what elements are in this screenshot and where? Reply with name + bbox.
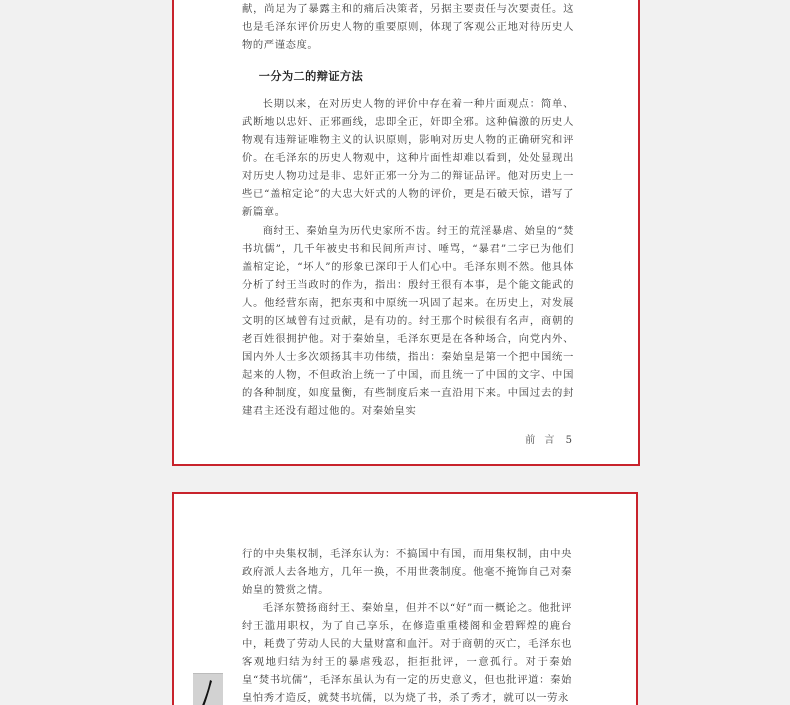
page-number: 5 — [565, 435, 572, 446]
body-paragraph-1: 长期以来，在对历史人物的评价中存在着一种片面观点：简单、武断地以忠奸、正邪画线，忠即全正，奸即全邪。这种偏激的历史人物观有违辩证唯物主义的认识原则，影响对历史人物的正确研究和评价。在毛泽东的历史人物观中，这种片面性却难以看到，处处显现出对历史人物功过是非、忠奸正邪一分为二的辩证品评。他对历史上一些已“盖棺定论”的大忠大奸式的人物的评价，更是石破天惊，谱写了新篇章。 — [242, 98, 574, 219]
page-illustration-thumbnail — [193, 673, 223, 705]
section-heading: 一分为二的辩证方法 — [258, 70, 364, 84]
running-footer — [525, 431, 572, 446]
continued-paragraph: 行的中央集权制，毛泽东认为：不搞国中有国，而用集权制，由中央政府派人去各地方，几年一换，不用世袭制度。他毫不掩饰自己对秦始皇的赞赏之情。 — [242, 548, 572, 597]
body-paragraph-3: 毛泽东赞扬商纣王、秦始皇，但并不以“好”而一概论之。他批评纣王滥用职权，为了自己享乐，在修造重重楼阁和金碧辉煌的鹿台中，耗费了劳动人民的大量财富和血汗。对于商朝的灭亡，毛泽东也客观地归结为纣王的暴虐残忍，拒拒批评，一意孤行。对于秦始皇“焚书坑儒”，毛泽东虽认为有一定的历史意义，但也批评道：秦始皇怕秀才造反，就焚书坑儒，以为烧了书，杀了秀才，就可以一劳永 — [242, 602, 572, 705]
footer-label: 前 言 — [525, 435, 558, 446]
intro-paragraph: 献，尚足为了暴露主和的痛后决策者，另据主要责任与次要责任。这也是毛泽东评价历史人物的重要原则，体现了客观公正地对待历史人物的严谨态度。 — [242, 3, 574, 52]
book-page-1 — [172, 0, 640, 466]
page-2-text-column — [242, 545, 572, 705]
book-page-2 — [172, 492, 638, 705]
body-paragraph-2: 商纣王、秦始皇为历代史家所不齿。纣王的荒淫暴虐、始皇的“焚书坑儒”，几千年被史书和民间所声讨、唾骂，“暴君”二字已为他们盖棺定论，“坏人”的形象已深印于人们心中。毛泽东则不然。他具体分析了纣王当政时的作为，指出：殷纣王很有本事，是个能文能武的人。他经营东南，把东夷和中原统一巩固了起来。在历史上，对发展文明的区域曾有过贡献，是有功的。纣王那个时候很有名声，商朝的老百姓很拥护他。对于秦始皇，毛泽东更是在各种场合，向党内外、国内外人士多次颂扬其丰功伟绩，指出：秦始皇是第一个把中国统一起来的人物，不但政治上统一了中国，而且统一了中国的文字、中国的各种制度，如度量衡，有些制度后来一直沿用下来。中国过去的封建君主还没有超过他的。对秦始皇实 — [242, 224, 574, 417]
brush-stroke-icon — [193, 674, 223, 705]
page-1-text-column — [242, 0, 574, 420]
